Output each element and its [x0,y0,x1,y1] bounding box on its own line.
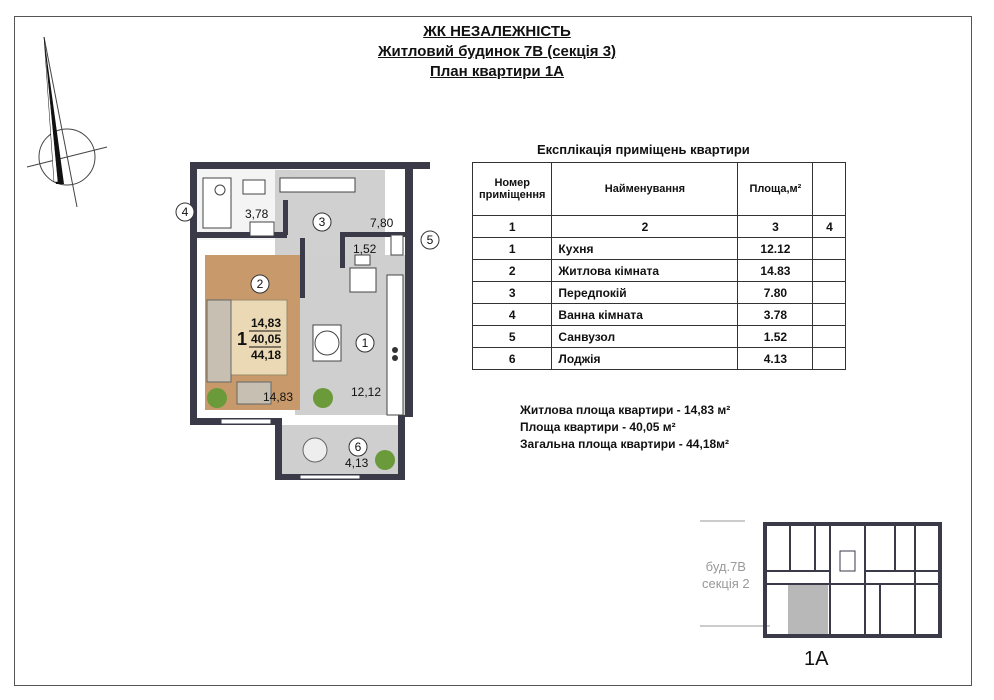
title-block [0,22,994,82]
row-extra [813,348,846,370]
row-area: 14.83 [738,260,813,282]
row-number: 6 [473,348,552,370]
table-numbering-row [473,216,846,238]
table-header-row [473,163,846,216]
explication-title: Експлікація приміщень квартири [537,142,750,157]
stack-apartment: 40,05 [251,332,282,346]
row-name: Ванна кімната [552,304,738,326]
table-row [473,304,846,326]
room-number-4: 4 [181,205,189,219]
explication-table [472,162,846,370]
row-extra [813,238,846,260]
row-area: 1.52 [738,326,813,348]
building-label: буд.7В [705,559,746,574]
row-area: 7.80 [738,282,813,304]
row-name: Лоджія [552,348,738,370]
header-extra [813,163,846,216]
row-number: 3 [473,282,552,304]
highlighted-apartment [788,584,828,638]
room-number-1: 1 [361,336,369,350]
row-number: 5 [473,326,552,348]
area-living: 14,83 [263,390,294,404]
area-hallway: 7,80 [370,216,394,230]
col-index: 4 [813,216,846,238]
row-number: 2 [473,260,552,282]
apartment-area-summary: Площа квартири - 40,05 м² [520,420,676,434]
living-area-summary: Житлова площа квартири - 14,83 м² [520,403,731,417]
row-number: 1 [473,238,552,260]
room-number-5: 5 [426,233,434,247]
building-title: Житловий будинок 7В (секція 3) [377,43,617,60]
row-name: Санвузол [552,326,738,348]
total-area-summary: Загальна площа квартири - 44,18м² [520,437,730,451]
section-label: секція 2 [702,576,750,591]
row-area: 4.13 [738,348,813,370]
key-plan-apartment-label: 1А [804,648,829,670]
complex-title: ЖК НЕЗАЛЕЖНІСТЬ [423,23,571,40]
header-number: Номер приміщення [473,163,552,216]
row-name: Кухня [552,238,738,260]
area-kitchen: 12,12 [351,385,382,399]
stack-living: 14,83 [251,316,282,330]
north-arrow-icon [22,32,112,212]
row-extra [813,304,846,326]
table-row [473,282,846,304]
col-index: 2 [552,216,738,238]
stack-total: 44,18 [251,348,282,362]
row-name: Житлова кімната [552,260,738,282]
room-number-3: 3 [318,215,326,229]
row-number: 4 [473,304,552,326]
row-area: 12.12 [738,238,813,260]
table-row [473,326,846,348]
col-index: 3 [738,216,813,238]
area-wc: 1,52 [353,242,377,256]
area-loggia: 4,13 [345,456,369,470]
row-area: 3.78 [738,304,813,326]
row-extra [813,282,846,304]
table-row [473,348,846,370]
header-area: Площа,м² [738,163,813,216]
plan-title: План квартири 1А [429,63,564,80]
rooms-count: 1 [237,329,248,349]
area-bathroom: 3,78 [245,207,269,221]
area-summary [520,402,730,453]
apartment-floor-plan [165,160,434,490]
room-number-6: 6 [354,440,362,454]
row-extra [813,326,846,348]
table-row [473,238,846,260]
key-plan-building-label [702,558,750,592]
table-row [473,260,846,282]
col-index: 1 [473,216,552,238]
header-name: Найменування [552,163,738,216]
row-name: Передпокій [552,282,738,304]
room-number-2: 2 [256,277,264,291]
row-extra [813,260,846,282]
